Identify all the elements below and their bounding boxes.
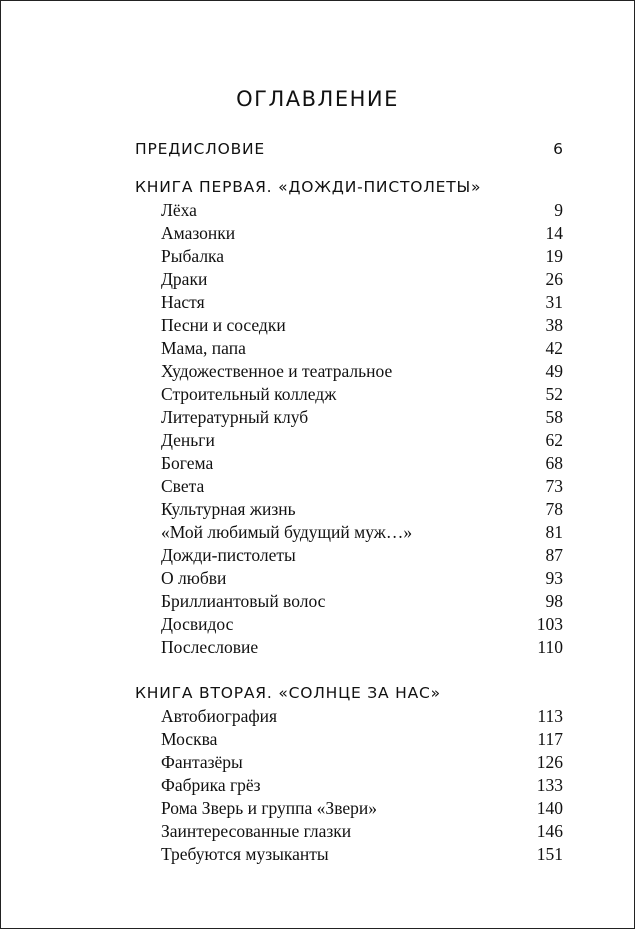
toc-entry-label: Рыбалка (161, 246, 225, 266)
toc-entry-label: Досвидос (161, 614, 234, 634)
toc-entry (135, 751, 563, 774)
toc-entry (135, 475, 563, 498)
toc-entry (135, 820, 563, 843)
toc-entry (135, 383, 563, 406)
toc-entry-label: Требуются музыканты (161, 844, 329, 864)
toc-entry-label: Света (161, 476, 205, 496)
toc-entry (135, 498, 563, 521)
toc-entry-page: 78 (545, 499, 563, 519)
toc-entry-label: Дожди-пистолеты (161, 545, 296, 565)
toc-book2-title-row (135, 681, 563, 705)
toc-book1-title-row (135, 175, 563, 199)
toc-entry-page: 140 (536, 798, 563, 818)
toc-entry (135, 314, 563, 337)
toc-entry-label: Художественное и театральное (161, 361, 393, 381)
toc-book1-title: КНИГА ПЕРВАЯ. «ДОЖДИ-ПИСТОЛЕТЫ» (135, 178, 482, 196)
toc-entry (135, 245, 563, 268)
toc-entry-label: Рома Зверь и группа «Звери» (161, 798, 377, 818)
toc-entry-label: Москва (161, 729, 218, 749)
toc-entry-page: 113 (537, 706, 563, 726)
toc-entry (135, 613, 563, 636)
toc-entry-page: 81 (545, 522, 563, 542)
toc-entry-page: 26 (545, 269, 563, 289)
toc-entry-label: Лёха (161, 200, 197, 220)
toc-entry-page: 117 (537, 729, 563, 749)
toc-entry-page: 49 (545, 361, 563, 381)
toc-entry (135, 291, 563, 314)
toc-entry-page: 133 (536, 775, 563, 795)
toc-entry-label: Заинтересованные глазки (161, 821, 352, 841)
toc-preface-page: 6 (553, 140, 563, 158)
toc-entry-page: 58 (545, 407, 563, 427)
toc-entry-label: Настя (161, 292, 205, 312)
toc-content (135, 137, 563, 866)
toc-entry-page: 103 (536, 614, 563, 634)
toc-entry-page: 62 (545, 430, 563, 450)
toc-entry-label: О любви (161, 568, 227, 588)
toc-entry (135, 222, 563, 245)
toc-entry (135, 521, 563, 544)
toc-entry-page: 98 (545, 591, 563, 611)
toc-entry (135, 774, 563, 797)
toc-entry (135, 590, 563, 613)
toc-entry-page: 93 (545, 568, 563, 588)
toc-entry-page: 110 (537, 637, 563, 657)
toc-title: ОГЛАВЛЕНИЕ (236, 87, 399, 111)
toc-entry (135, 360, 563, 383)
toc-entry (135, 567, 563, 590)
toc-entry-page: 68 (545, 453, 563, 473)
toc-entry (135, 843, 563, 866)
toc-entry-label: Драки (161, 269, 208, 289)
toc-entry-page: 73 (545, 476, 563, 496)
toc-entry-label: Мама, папа (161, 338, 246, 358)
toc-entry-label: Бриллиантовый волос (161, 591, 326, 611)
toc-entry-page: 146 (536, 821, 563, 841)
toc-entry-page: 19 (545, 246, 563, 266)
toc-entry-page: 52 (545, 384, 563, 404)
toc-entry (135, 406, 563, 429)
toc-entry-label: Богема (161, 453, 214, 473)
toc-entry-label: Автобиография (161, 706, 278, 726)
toc-entry-page: 9 (554, 200, 563, 220)
toc-book2-list (135, 705, 563, 866)
toc-entry-page: 87 (545, 545, 563, 565)
toc-entry-label: Деньги (161, 430, 215, 450)
toc-entry-page: 14 (545, 223, 563, 243)
toc-entry-label: Культурная жизнь (161, 499, 296, 519)
toc-entry-page: 38 (545, 315, 563, 335)
toc-entry (135, 268, 563, 291)
toc-entry-label: Литературный клуб (161, 407, 309, 427)
toc-entry (135, 636, 563, 659)
toc-book2-title: КНИГА ВТОРАЯ. «СОЛНЦЕ ЗА НАС» (135, 684, 441, 702)
toc-entry-label: Послесловие (161, 637, 259, 657)
toc-entry-page: 126 (536, 752, 563, 772)
toc-preface-label: ПРЕДИСЛОВИЕ (135, 140, 265, 158)
toc-entry (135, 728, 563, 751)
toc-book1-list (135, 199, 563, 659)
toc-preface-row (135, 137, 563, 161)
toc-entry (135, 797, 563, 820)
toc-entry-label: Песни и соседки (161, 315, 286, 335)
toc-entry (135, 337, 563, 360)
toc-entry-label: Фабрика грёз (161, 775, 261, 795)
toc-entry-page: 42 (545, 338, 563, 358)
toc-entry-page: 151 (536, 844, 563, 864)
toc-entry (135, 199, 563, 222)
toc-entry (135, 429, 563, 452)
toc-entry (135, 705, 563, 728)
toc-entry-page: 31 (545, 292, 563, 312)
toc-entry-label: Амазонки (161, 223, 236, 243)
toc-entry-label: Строительный колледж (161, 384, 337, 404)
toc-entry (135, 544, 563, 567)
toc-entry-label: Фантазёры (161, 752, 243, 772)
toc-entry (135, 452, 563, 475)
toc-entry-label: «Мой любимый будущий муж…» (161, 522, 413, 542)
